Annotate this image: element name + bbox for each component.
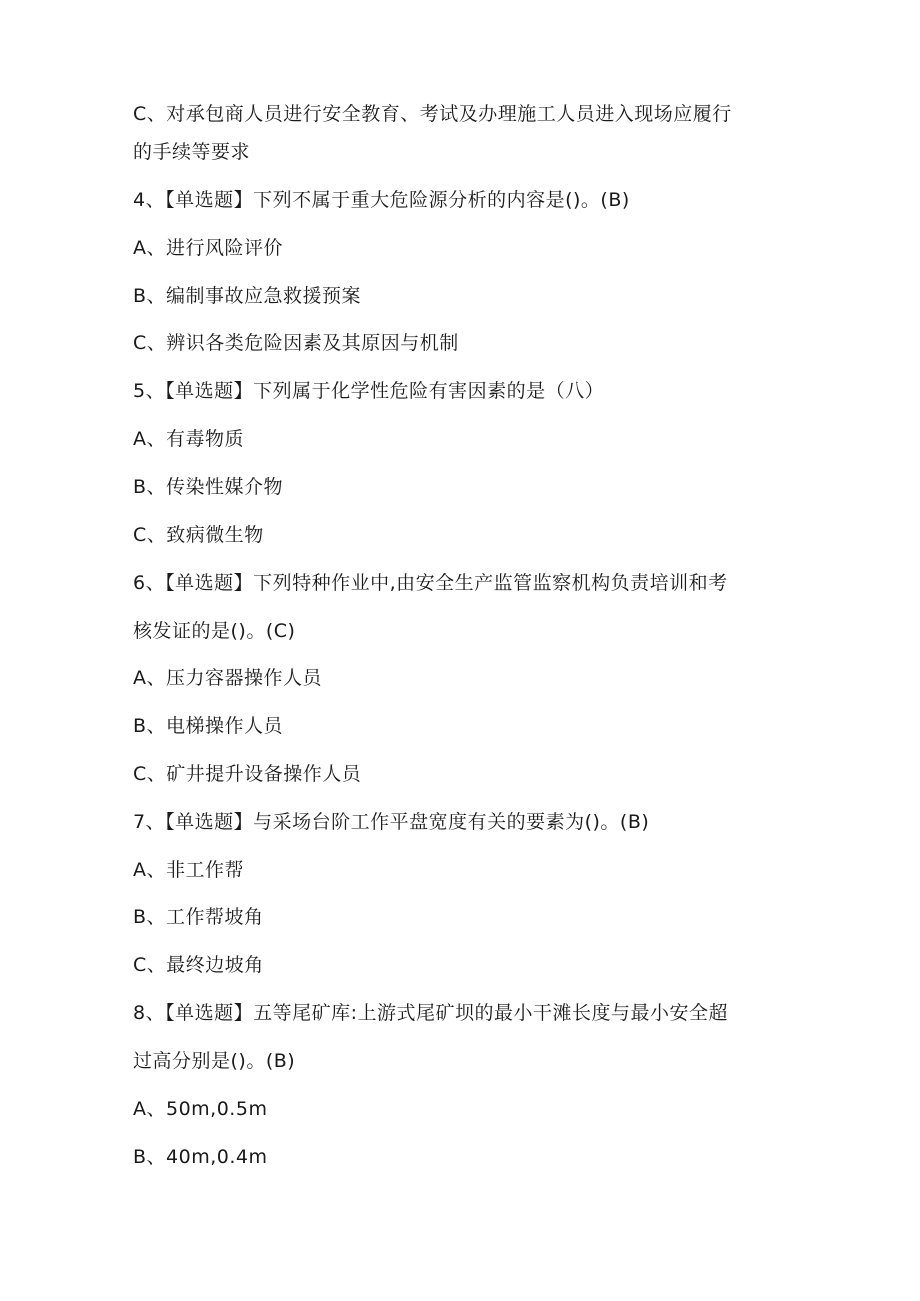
option-b-q5: B、传染性媒介物 bbox=[133, 476, 284, 498]
option-a-q4: A、进行风险评价 bbox=[133, 237, 283, 259]
option-b-q4: B、编制事故应急救援预案 bbox=[133, 285, 362, 307]
question-5: 5、【单选题】下列属于化学性危险有害因素的是（八） bbox=[133, 380, 605, 402]
option-c-q3-line1: C、对承包商人员进行安全教育、考试及办理施工人员进入现场应履行 bbox=[133, 103, 732, 125]
option-c-q3-line2: 的手续等要求 bbox=[133, 141, 251, 163]
option-a-q8: A、50m,0.5m bbox=[133, 1098, 268, 1120]
option-c-q5: C、致病微生物 bbox=[133, 524, 264, 546]
option-b-q8: B、40m,0.4m bbox=[133, 1146, 268, 1168]
question-6-line1: 6、【单选题】下列特种作业中,由安全生产监管监察机构负责培训和考 bbox=[133, 572, 728, 594]
question-8-line2: 过高分别是()。(B) bbox=[133, 1050, 296, 1072]
option-a-q6: A、压力容器操作人员 bbox=[133, 667, 322, 689]
option-c-q6: C、矿井提升设备操作人员 bbox=[133, 763, 362, 785]
question-4: 4、【单选题】下列不属于重大危险源分析的内容是()。(B) bbox=[133, 189, 630, 211]
option-c-q7: C、最终边坡角 bbox=[133, 954, 264, 976]
question-6-line2: 核发证的是()。(C) bbox=[133, 620, 296, 642]
option-a-q5: A、有毒物质 bbox=[133, 428, 244, 450]
option-a-q7: A、非工作帮 bbox=[133, 859, 244, 881]
option-c-q4: C、辨识各类危险因素及其原因与机制 bbox=[133, 332, 459, 354]
question-8-line1: 8、【单选题】五等尾矿库:上游式尾矿坝的最小干滩长度与最小安全超 bbox=[133, 1002, 728, 1024]
option-b-q7: B、工作帮坡角 bbox=[133, 906, 264, 928]
option-b-q6: B、电梯操作人员 bbox=[133, 715, 284, 737]
question-7: 7、【单选题】与采场台阶工作平盘宽度有关的要素为()。(B) bbox=[133, 811, 650, 833]
